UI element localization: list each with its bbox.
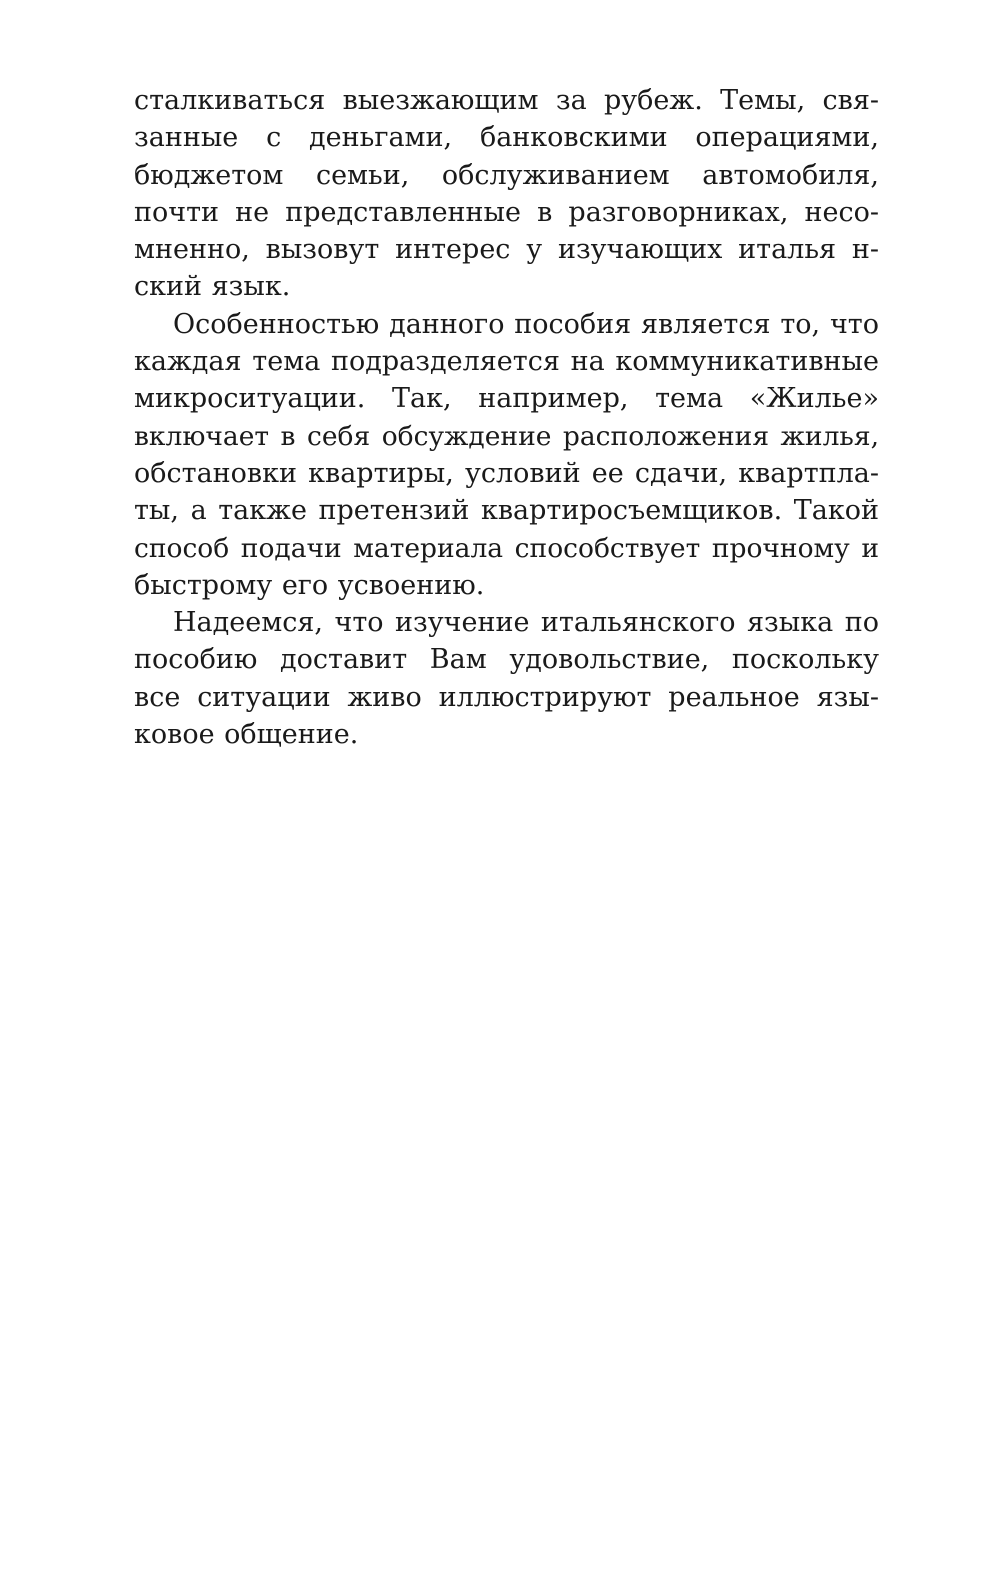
text-line: пособию доставит Вам удовольствие, поскольку xyxy=(134,644,879,676)
text-line: микроситуации. Так, например, тема «Жилье» xyxy=(134,383,879,415)
text-line: способ подачи материала способствует прочному и xyxy=(134,532,879,564)
text-line: ский язык. xyxy=(134,271,291,303)
text-line: Надеемся, что изучение итальянского языка по xyxy=(173,607,879,639)
text-line: обстановки квартиры, условий ее сдачи, квартпла- xyxy=(134,457,879,489)
body-text xyxy=(134,82,879,753)
text-line: все ситуации живо иллюстрируют реальное язы- xyxy=(134,681,879,713)
paragraph-1 xyxy=(134,82,879,306)
text-line: ты, а также претензий квартиросъемщиков. Такой xyxy=(134,495,879,527)
text-line: сталкиваться выезжающим за рубеж. Темы, свя- xyxy=(134,85,879,116)
text-line: ковое общение. xyxy=(134,719,359,751)
text-line: быстрому его усвоению. xyxy=(134,569,485,601)
paragraph-3 xyxy=(134,604,879,753)
text-line: почти не представленные в разговорниках, несо- xyxy=(134,196,879,228)
text-line: мненно, вызовут интерес у изучающих италья н- xyxy=(134,234,879,266)
text-line: занные с деньгами, банковскими операциями, xyxy=(134,122,879,154)
text-line: Особенностью данного пособия является то, что xyxy=(173,308,879,340)
text-line: включает в себя обсуждение расположения жилья, xyxy=(134,420,879,452)
text-line: каждая тема подразделяется на коммуникативные xyxy=(134,346,879,378)
text-line: бюджетом семьи, обслуживанием автомобиля, xyxy=(134,159,879,191)
paragraph-2 xyxy=(134,306,879,604)
